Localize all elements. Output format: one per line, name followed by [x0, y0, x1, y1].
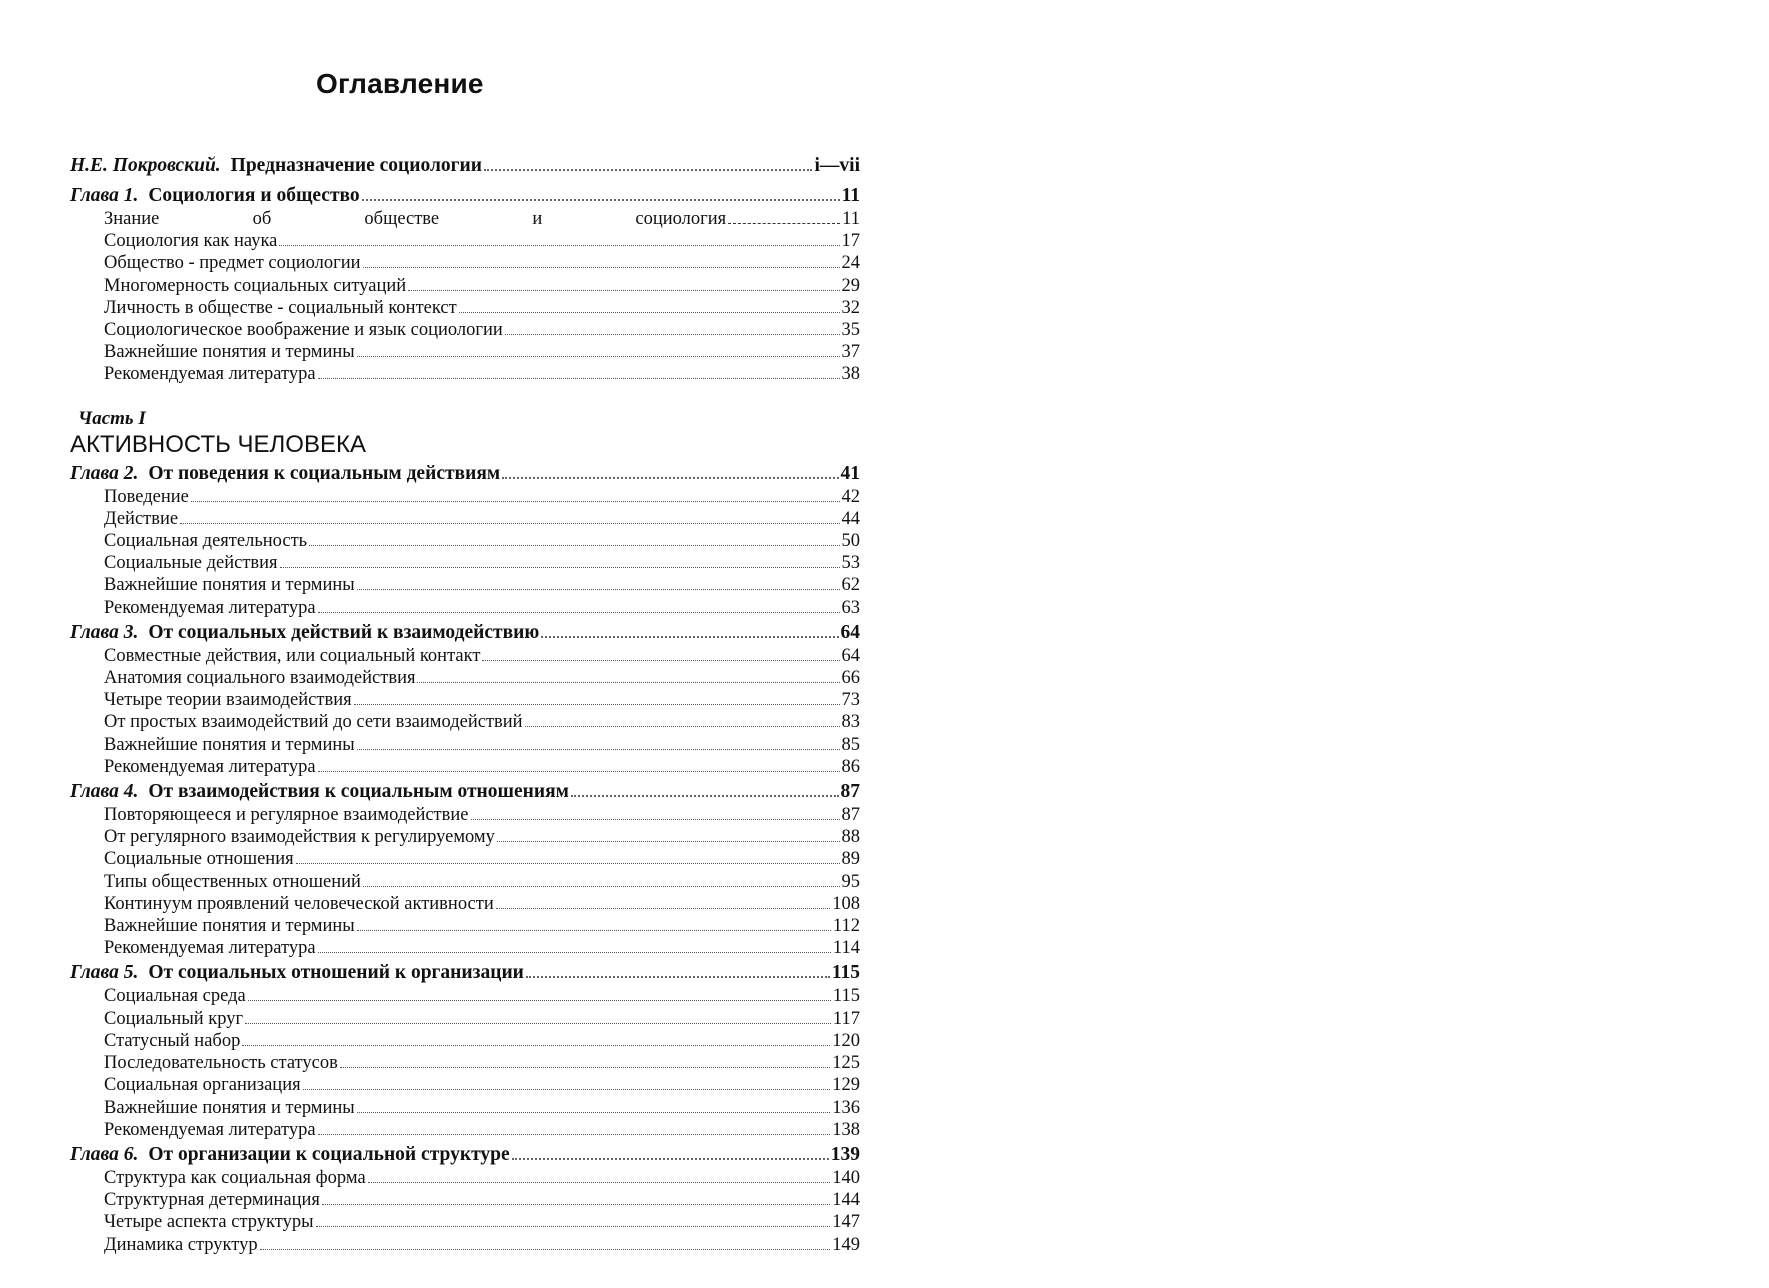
section-page: 120 — [832, 1030, 860, 1051]
section-page: 35 — [841, 320, 860, 341]
toc-section[interactable] — [70, 297, 860, 319]
section-title: От простых взаимодействий до сети взаимодействий — [104, 712, 523, 733]
section-title: Рекомендуемая литература — [104, 1119, 316, 1140]
toc-section[interactable] — [70, 1008, 860, 1030]
dot-leader — [541, 636, 838, 638]
section-title: Структура как социальная форма — [104, 1167, 366, 1188]
toc-chapter-1[interactable] — [70, 184, 860, 208]
toc-section[interactable] — [70, 597, 860, 619]
dot-leader — [362, 199, 840, 201]
section-page: 86 — [841, 756, 860, 777]
section-page: 83 — [841, 712, 860, 733]
section-page: 50 — [841, 531, 860, 552]
section-page: 38 — [841, 364, 860, 385]
section-page: 53 — [841, 553, 860, 574]
dot-leader — [303, 1089, 831, 1090]
toc-section[interactable] — [70, 915, 860, 937]
section-page: 108 — [832, 893, 860, 914]
section-page: 115 — [832, 986, 860, 1007]
chapter-label: Глава 1. — [70, 185, 139, 206]
section-title: Социальная деятельность — [104, 531, 308, 552]
intro-title: Предназначение социологии — [230, 155, 483, 176]
dot-leader — [340, 1067, 830, 1068]
dot-leader — [245, 1023, 831, 1024]
toc-section[interactable] — [70, 1119, 860, 1141]
dot-leader — [728, 223, 840, 224]
toc-section[interactable] — [70, 848, 860, 870]
section-page: 89 — [841, 849, 860, 870]
section-page: 147 — [832, 1212, 860, 1233]
section-title: Социальные отношения — [104, 849, 294, 870]
dot-leader — [280, 567, 840, 568]
dot-leader — [505, 334, 840, 335]
section-page: 140 — [832, 1167, 860, 1188]
section-title — [104, 208, 726, 230]
section-title: Общество - предмет социологии — [104, 253, 361, 274]
section-title: Динамика структур — [104, 1234, 258, 1255]
section-title: Важнейшие понятия и термины — [104, 1097, 355, 1118]
section-title: Повторяющееся и регулярное взаимодействие — [104, 805, 469, 826]
dot-leader — [368, 1182, 831, 1183]
chapter-page: 41 — [840, 462, 860, 484]
section-title: Последовательность статусов — [104, 1053, 338, 1074]
chapter-page: 139 — [830, 1143, 860, 1165]
section-title: Важнейшие понятия и термины — [104, 734, 355, 755]
chapter-label: Глава 5. — [70, 962, 139, 984]
section-page: 62 — [841, 575, 860, 596]
section-page: 125 — [832, 1053, 860, 1074]
section-page: 24 — [841, 253, 860, 274]
dot-leader — [357, 930, 831, 931]
dot-leader — [482, 660, 839, 661]
dot-leader — [354, 704, 840, 705]
toc-section[interactable] — [70, 1211, 860, 1233]
toc-section[interactable] — [70, 756, 860, 778]
section-title: Социальные действия — [104, 553, 278, 574]
dot-leader — [279, 245, 839, 246]
toc-section[interactable] — [70, 1189, 860, 1211]
toc-section[interactable] — [70, 1234, 860, 1256]
chapter-title: От социальных отношений к организации — [148, 962, 524, 984]
section-title: Социальная среда — [104, 986, 246, 1007]
dot-leader — [248, 1000, 831, 1001]
section-title: От регулярного взаимодействия к регулируемому — [104, 827, 495, 848]
section-page: 11 — [842, 209, 860, 229]
dot-leader — [408, 290, 839, 291]
section-title: Важнейшие понятия и термины — [104, 916, 355, 937]
toc-section[interactable] — [70, 319, 860, 341]
dot-leader — [180, 523, 839, 524]
toc-section[interactable] — [70, 1030, 860, 1052]
section-page: 17 — [841, 231, 860, 252]
intro-author: Н.Е. Покровский. — [70, 155, 221, 176]
dot-leader — [242, 1045, 830, 1046]
section-page: 87 — [841, 805, 860, 826]
toc-section[interactable] — [70, 893, 860, 915]
dot-leader — [260, 1249, 831, 1250]
toc-section[interactable] — [70, 937, 860, 959]
dot-leader — [363, 886, 840, 887]
toc-section[interactable] — [70, 985, 860, 1007]
dot-leader — [363, 267, 840, 268]
toc-chapter-4[interactable] — [70, 780, 860, 804]
toc-section[interactable] — [70, 552, 860, 574]
section-title: Важнейшие понятия и термины — [104, 342, 355, 363]
section-page: 144 — [832, 1190, 860, 1211]
toc-section[interactable] — [70, 508, 860, 530]
section-page: 32 — [841, 297, 860, 318]
dot-leader — [318, 1134, 831, 1135]
dot-leader — [471, 819, 840, 820]
toc-section[interactable] — [70, 826, 860, 848]
part-title: АКТИВНОСТЬ ЧЕЛОВЕКА — [70, 430, 366, 458]
toc-section[interactable] — [70, 275, 860, 297]
section-title: Структурная детерминация — [104, 1190, 320, 1211]
section-title: Анатомия социального взаимодействия — [104, 668, 416, 689]
dot-leader — [459, 312, 840, 313]
chapter-label: Глава 4. — [70, 781, 139, 803]
section-title: Четыре теории взаимодействия — [104, 690, 352, 711]
section-page: 44 — [841, 508, 860, 529]
intro-page: i—vii — [814, 155, 860, 176]
section-page: 88 — [841, 827, 860, 848]
section-page: 136 — [832, 1097, 860, 1118]
dot-leader — [525, 726, 840, 727]
word: обществе — [364, 209, 440, 229]
dot-leader — [318, 612, 840, 613]
section-page: 112 — [832, 916, 860, 937]
section-title: Рекомендуемая литература — [104, 364, 316, 385]
section-title: Социологическое воображение и язык социологии — [104, 320, 503, 341]
section-title: Типы общественных отношений — [104, 871, 361, 892]
dot-leader — [526, 976, 830, 978]
section-title: Статусный набор — [104, 1030, 241, 1051]
section-page: 64 — [841, 645, 860, 666]
toc-chapter-3[interactable] — [70, 621, 860, 645]
toc-section[interactable] — [70, 871, 860, 893]
section-title: Действие — [104, 508, 179, 529]
toc-chapter-6[interactable] — [70, 1143, 860, 1167]
chapter-title: От взаимодействия к социальным отношениям — [148, 781, 569, 803]
toc-section[interactable] — [70, 734, 860, 756]
word: и — [532, 209, 543, 229]
section-page: 42 — [841, 486, 860, 507]
toc-section[interactable] — [70, 804, 860, 826]
dot-leader — [318, 378, 840, 379]
toc-section[interactable] — [70, 1167, 860, 1189]
dot-leader — [191, 501, 840, 502]
chapter-title: От социальных действий к взаимодействию — [148, 621, 540, 643]
toc-chapter-2[interactable] — [70, 462, 860, 486]
section-title: Поведение — [104, 486, 189, 507]
dot-leader — [322, 1204, 830, 1205]
section-title: Важнейшие понятия и термины — [104, 575, 355, 596]
section-page: 149 — [832, 1234, 860, 1255]
section-page: 85 — [841, 734, 860, 755]
section-page: 117 — [832, 1008, 860, 1029]
word: об — [252, 209, 272, 229]
section-page: 73 — [841, 690, 860, 711]
chapter-page: 115 — [831, 962, 860, 984]
section-page: 129 — [832, 1075, 860, 1096]
dot-leader — [296, 863, 840, 864]
toc-entry-intro[interactable] — [70, 154, 860, 178]
section-title: Континуум проявлений человеческой активности — [104, 893, 494, 914]
dot-leader — [318, 771, 840, 772]
dot-leader — [571, 795, 839, 797]
section-title: Многомерность социальных ситуаций — [104, 275, 407, 296]
dot-leader — [357, 589, 840, 590]
toc-section[interactable] — [70, 1074, 860, 1096]
toc-section[interactable] — [70, 574, 860, 596]
word: социология — [635, 209, 727, 229]
toc-section[interactable] — [70, 230, 860, 252]
dot-leader — [512, 1158, 829, 1160]
toc-section[interactable] — [70, 689, 860, 711]
toc-section[interactable] — [70, 1097, 860, 1119]
section-page: 66 — [841, 668, 860, 689]
chapter-page: 87 — [840, 781, 860, 803]
section-page: 114 — [832, 938, 860, 959]
section-title: Рекомендуемая литература — [104, 938, 316, 959]
toc-section[interactable] — [70, 252, 860, 274]
toc-section[interactable] — [70, 530, 860, 552]
dot-leader — [497, 841, 840, 842]
dot-leader — [309, 545, 839, 546]
section-title: Социология как наука — [104, 231, 278, 252]
dot-leader — [502, 477, 838, 479]
dot-leader — [484, 169, 812, 171]
toc-section[interactable] — [70, 1052, 860, 1074]
part-label: Часть I — [78, 407, 146, 429]
toc-section[interactable] — [70, 208, 860, 230]
section-page: 138 — [832, 1119, 860, 1140]
toc-section[interactable] — [70, 711, 860, 733]
dot-leader — [496, 908, 831, 909]
toc-section[interactable] — [70, 341, 860, 363]
chapter-title: От организации к социальной структуре — [148, 1143, 510, 1165]
section-page: 63 — [841, 597, 860, 618]
section-page: 29 — [841, 275, 860, 296]
section-title: Социальный круг — [104, 1008, 244, 1029]
section-title: Совместные действия, или социальный контакт — [104, 645, 481, 666]
toc-section[interactable] — [70, 645, 860, 667]
dot-leader — [417, 682, 839, 683]
section-title: Четыре аспекта структуры — [104, 1212, 314, 1233]
page-title: Оглавление — [316, 68, 484, 99]
table-of-contents — [70, 152, 860, 1256]
section-title: Рекомендуемая литература — [104, 756, 316, 777]
toc-section[interactable] — [70, 667, 860, 689]
toc-section[interactable] — [70, 486, 860, 508]
section-title: Личность в обществе - социальный контекст — [104, 297, 457, 318]
word: Знание — [104, 209, 160, 229]
dot-leader — [357, 1112, 831, 1113]
section-title: Рекомендуемая литература — [104, 597, 316, 618]
dot-leader — [357, 749, 840, 750]
chapter-label: Глава 2. — [70, 462, 139, 484]
chapter-label: Глава 6. — [70, 1143, 139, 1165]
section-page: 95 — [841, 871, 860, 892]
chapter-label: Глава 3. — [70, 621, 139, 643]
dot-leader — [318, 952, 831, 953]
dot-leader — [316, 1226, 831, 1227]
section-page: 37 — [841, 342, 860, 363]
section-title: Социальная организация — [104, 1075, 301, 1096]
chapter-title: Социология и общество — [148, 185, 360, 206]
chapter-page: 11 — [841, 185, 860, 206]
toc-section[interactable] — [70, 363, 860, 385]
toc-chapter-5[interactable] — [70, 961, 860, 985]
chapter-title: От поведения к социальным действиям — [148, 462, 501, 484]
dot-leader — [357, 356, 840, 357]
chapter-page: 64 — [840, 621, 860, 643]
